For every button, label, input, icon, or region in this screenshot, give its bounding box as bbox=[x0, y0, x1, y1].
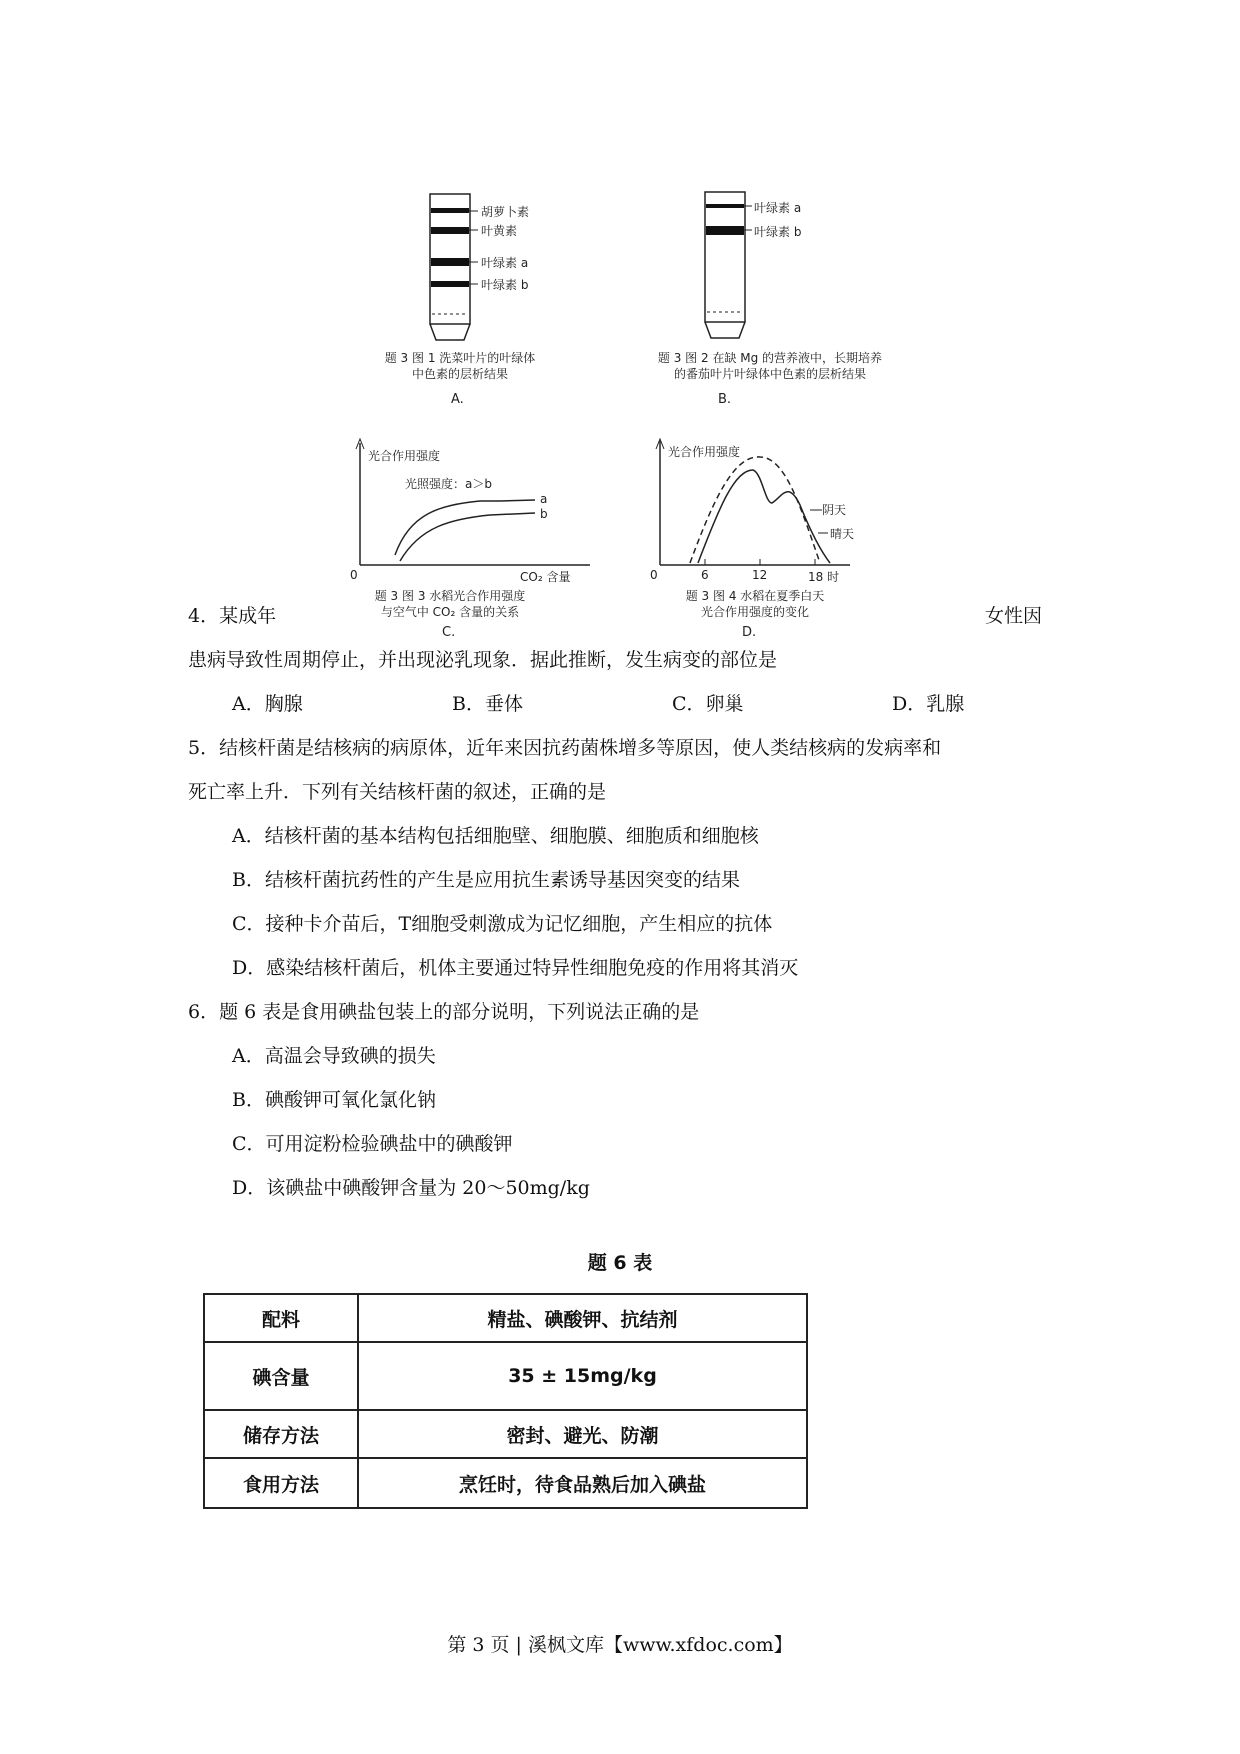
tick-label: 18 时 bbox=[808, 570, 840, 584]
q4-line1-start: 4．某成年 bbox=[188, 605, 277, 627]
q4-option-b: B．垂体 bbox=[452, 693, 523, 715]
table-key: 碘含量 bbox=[204, 1342, 358, 1410]
figure-letter: C. bbox=[442, 625, 456, 640]
tick-label: 6 bbox=[701, 568, 709, 582]
band-label: 叶绿素 a bbox=[481, 256, 529, 270]
figure-letter: A. bbox=[451, 392, 464, 407]
band-label: 叶绿素 b bbox=[481, 278, 529, 292]
band-label: 叶黄素 bbox=[481, 224, 518, 238]
table-key: 食用方法 bbox=[204, 1458, 358, 1508]
figure-caption: 题 3 图 3 水稻光合作用强度 与空气中 CO₂ 含量的关系 bbox=[374, 589, 526, 619]
q5-line2: 死亡率上升．下列有关结核杆菌的叙述，正确的是 bbox=[188, 781, 607, 803]
q6-option-a: A．高温会导致碘的损失 bbox=[232, 1045, 436, 1067]
table-value: 精盐、碘酸钾、抗结剂 bbox=[358, 1294, 807, 1342]
iodized-salt-table bbox=[203, 1293, 808, 1509]
y-axis-label: 光合作用强度 bbox=[668, 445, 741, 459]
q5-option-c: C．接种卡介苗后，T细胞受刺激成为记忆细胞，产生相应的抗体 bbox=[232, 913, 773, 935]
table-row bbox=[204, 1410, 807, 1458]
curve-label-sunny: 晴天 bbox=[830, 527, 855, 541]
q4-option-a: A．胸腺 bbox=[232, 693, 303, 715]
q5-option-d: D．感染结核杆菌后，机体主要通过特异性细胞免疫的作用将其消灭 bbox=[232, 957, 799, 979]
table-row bbox=[204, 1458, 807, 1508]
q4-line1-end: 女性因 bbox=[985, 605, 1043, 627]
table-row bbox=[204, 1342, 807, 1410]
figure-caption: 题 3 图 2 在缺 Mg 的营养液中，长期培养 的番茄叶片叶绿体中色素的层析结果 bbox=[657, 351, 883, 381]
q5-option-a: A．结核杆菌的基本结构包括细胞壁、细胞膜、细胞质和细胞核 bbox=[232, 825, 759, 847]
origin-label: 0 bbox=[650, 568, 658, 582]
origin-label: 0 bbox=[350, 568, 358, 582]
y-axis-label: 光合作用强度 bbox=[368, 449, 441, 463]
table-row bbox=[204, 1294, 807, 1342]
q5-line1: 5．结核杆菌是结核病的病原体，近年来因抗药菌株增多等原因，使人类结核病的发病率和 bbox=[188, 737, 942, 759]
x-axis-label: CO₂ 含量 bbox=[520, 570, 571, 584]
q4-line2: 患病导致性周期停止，并出现泌乳现象．据此推断，发生病变的部位是 bbox=[188, 649, 778, 671]
table-key: 配料 bbox=[204, 1294, 358, 1342]
band-label: 叶绿素 a bbox=[754, 201, 802, 215]
figure-letter: D. bbox=[742, 625, 757, 640]
inner-label: 光照强度：a＞b bbox=[405, 477, 492, 491]
figure-b bbox=[640, 180, 910, 410]
q4-option-d: D．乳腺 bbox=[892, 693, 965, 715]
q6-line1: 6．题 6 表是食用碘盐包装上的部分说明，下列说法正确的是 bbox=[188, 1001, 700, 1023]
figure-d bbox=[650, 435, 910, 645]
figure-c bbox=[350, 435, 610, 645]
curve-label-a: a bbox=[540, 492, 548, 506]
q4-option-c: C．卵巢 bbox=[672, 693, 744, 715]
figure-caption: 题 3 图 4 水稻在夏季白天 光合作用强度的变化 bbox=[685, 589, 825, 619]
table-title: 题 6 表 bbox=[587, 1252, 653, 1274]
band-label: 胡萝卜素 bbox=[481, 205, 530, 219]
q6-option-b: B．碘酸钾可氧化氯化钠 bbox=[232, 1089, 436, 1111]
tick-label: 12 bbox=[752, 568, 768, 582]
curve-label-cloudy: 阴天 bbox=[822, 503, 847, 517]
figure-letter: B. bbox=[718, 392, 732, 407]
figure-a bbox=[350, 180, 580, 410]
table-value: 35 ± 15mg/kg bbox=[358, 1342, 807, 1410]
q6-option-c: C．可用淀粉检验碘盐中的碘酸钾 bbox=[232, 1133, 513, 1155]
q5-option-b: B．结核杆菌抗药性的产生是应用抗生素诱导基因突变的结果 bbox=[232, 869, 740, 891]
table-value: 烹饪时，待食品熟后加入碘盐 bbox=[358, 1458, 807, 1508]
figure-caption: 题 3 图 1 洗菜叶片的叶绿体 中色素的层析结果 bbox=[384, 351, 536, 381]
figure-area bbox=[350, 180, 910, 650]
table-value: 密封、避光、防潮 bbox=[358, 1410, 807, 1458]
q6-option-d: D．该碘盐中碘酸钾含量为 20～50mg/kg bbox=[232, 1177, 590, 1199]
table-key: 储存方法 bbox=[204, 1410, 358, 1458]
page-footer: 第 3 页 | 溪枫文库【www.xfdoc.com】 bbox=[447, 1634, 793, 1656]
curve-label-b: b bbox=[540, 507, 548, 521]
band-label: 叶绿素 b bbox=[754, 225, 802, 239]
